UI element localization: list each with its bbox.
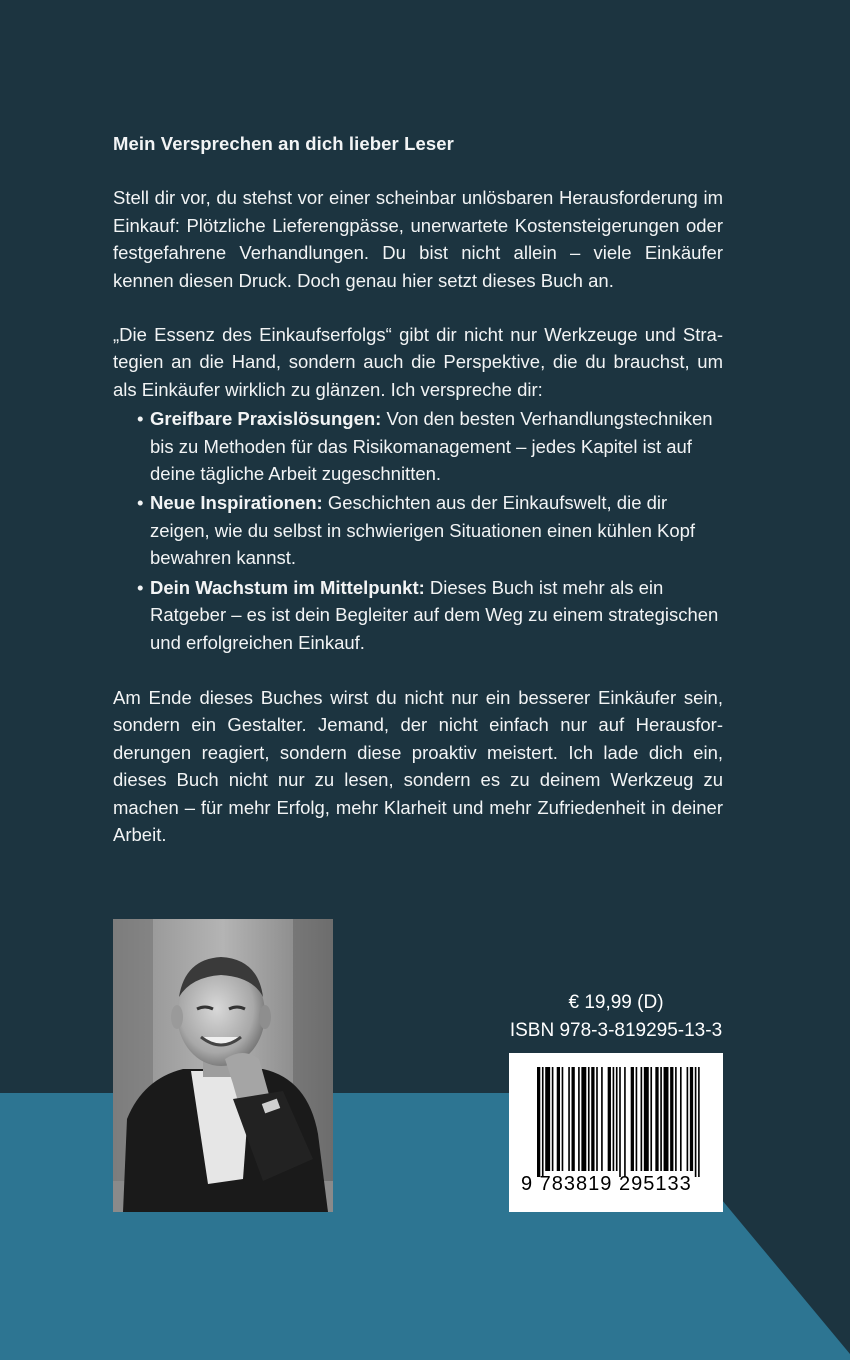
barcode <box>509 1053 723 1212</box>
closing-paragraph: Am Ende dieses Buches wirst du nicht nur ein besserer Einkäufer sein, sondern ein Gestalter. Jemand, der nicht einfach nur auf Herausforderungen reagiert, sondern diese proaktiv meistert. Ich lade dich ein, dieses Buch nicht nur zu lesen, sondern es zu deinem Werkzeug zu machen – für mehr Erfolg, mehr Klarheit und mehr Zufriedenheit in deiner Arbeit. <box>113 686 723 845</box>
barcode-bar <box>557 1067 560 1171</box>
price: € 19,99 (D) <box>568 992 664 1013</box>
barcode-bar <box>664 1067 669 1171</box>
barcode-bar <box>613 1067 615 1171</box>
author-photo <box>113 919 333 1212</box>
barcode-bar <box>687 1067 689 1171</box>
barcode-bar <box>624 1067 626 1177</box>
isbn: ISBN 978-3-819295-13-3 <box>509 1020 723 1041</box>
barcode-bar <box>655 1067 658 1171</box>
barcode-bar <box>596 1067 598 1171</box>
promise-paragraph: „Die Essenz des Einkaufserfolgs“ gibt dir nicht nur Werkzeuge und Strategien an die Hand, sondern auch die Perspektive, die du brauchst, um als Einkäufer wirklich zu glänzen. Ich verspreche dir: <box>113 324 723 400</box>
headline: Mein Versprechen an dich lieber Leser <box>113 133 454 154</box>
barcode-bar <box>581 1067 586 1171</box>
bullet-text: Geschichten aus der Einkaufswelt, die dir zeigen, wie du selbst in schwierigen Situationen einen kühlen Kopf bewahren kannst. <box>150 492 696 569</box>
bullet-marker: • <box>137 492 144 514</box>
bullet-title: Dein Wachstum im Mittelpunkt: <box>150 576 425 598</box>
barcode-bar <box>542 1067 544 1177</box>
barcode-bar <box>695 1067 697 1177</box>
barcode-bar <box>552 1067 554 1171</box>
list-item <box>113 574 723 656</box>
bullet-marker: • <box>137 576 144 598</box>
barcode-bar <box>698 1067 700 1177</box>
list-item <box>113 489 723 571</box>
barcode-bar <box>680 1067 682 1171</box>
barcode-bar <box>572 1067 575 1171</box>
bullet-text: Dieses Buch ist mehr als ein Ratgeber – es ist dein Begleiter auf dem Weg zu einem strategischen und erfolgreichen Einkauf. <box>150 576 719 653</box>
bullet-text: Von den besten Verhandlungstechniken bis zu Methoden für das Risikomanagement – jedes Kapitel ist auf deine tägliche Arbeit zugeschnitten. <box>150 408 713 485</box>
barcode-bar <box>675 1067 677 1171</box>
barcode-bar <box>650 1067 652 1171</box>
barcode-bar <box>562 1067 564 1171</box>
barcode-bar <box>588 1067 590 1171</box>
intro-paragraph: Stell dir vor, du stehst vor einer scheinbar unlösbaren Herausforderung im Einkauf: Plötzliche Lieferengpässe, unerwartete Kostensteigerungen oder festgefahrene Verhandlungen. Du bist nicht allein – viele Einkäufer kennen diesen Druck. Doch genau hier setzt dieses Buch an. <box>113 187 723 291</box>
back-cover-text <box>113 130 723 848</box>
barcode-bar <box>537 1067 540 1177</box>
bullet-title: Neue Inspirationen: <box>150 492 323 514</box>
barcode-bars <box>537 1067 703 1177</box>
list-item <box>113 405 723 487</box>
bullet-title: Greifbare Praxislösungen: <box>150 408 382 430</box>
bullet-marker: • <box>137 408 144 430</box>
barcode-bar <box>568 1067 570 1171</box>
barcode-bar <box>616 1067 618 1171</box>
barcode-bar <box>619 1067 621 1177</box>
barcode-bar <box>578 1067 580 1171</box>
barcode-bar <box>690 1067 693 1171</box>
barcode-bar <box>644 1067 649 1171</box>
barcode-bar <box>641 1067 643 1171</box>
barcode-bar <box>631 1067 634 1171</box>
barcode-bar <box>608 1067 611 1171</box>
barcode-bar <box>601 1067 603 1171</box>
barcode-bar <box>545 1067 550 1171</box>
barcode-bar <box>636 1067 638 1171</box>
barcode-bar <box>660 1067 662 1171</box>
promise-list <box>113 405 723 656</box>
barcode-digits: 9 783819 295133 <box>521 1173 692 1195</box>
barcode-bar <box>591 1067 594 1171</box>
barcode-bar <box>670 1067 673 1171</box>
